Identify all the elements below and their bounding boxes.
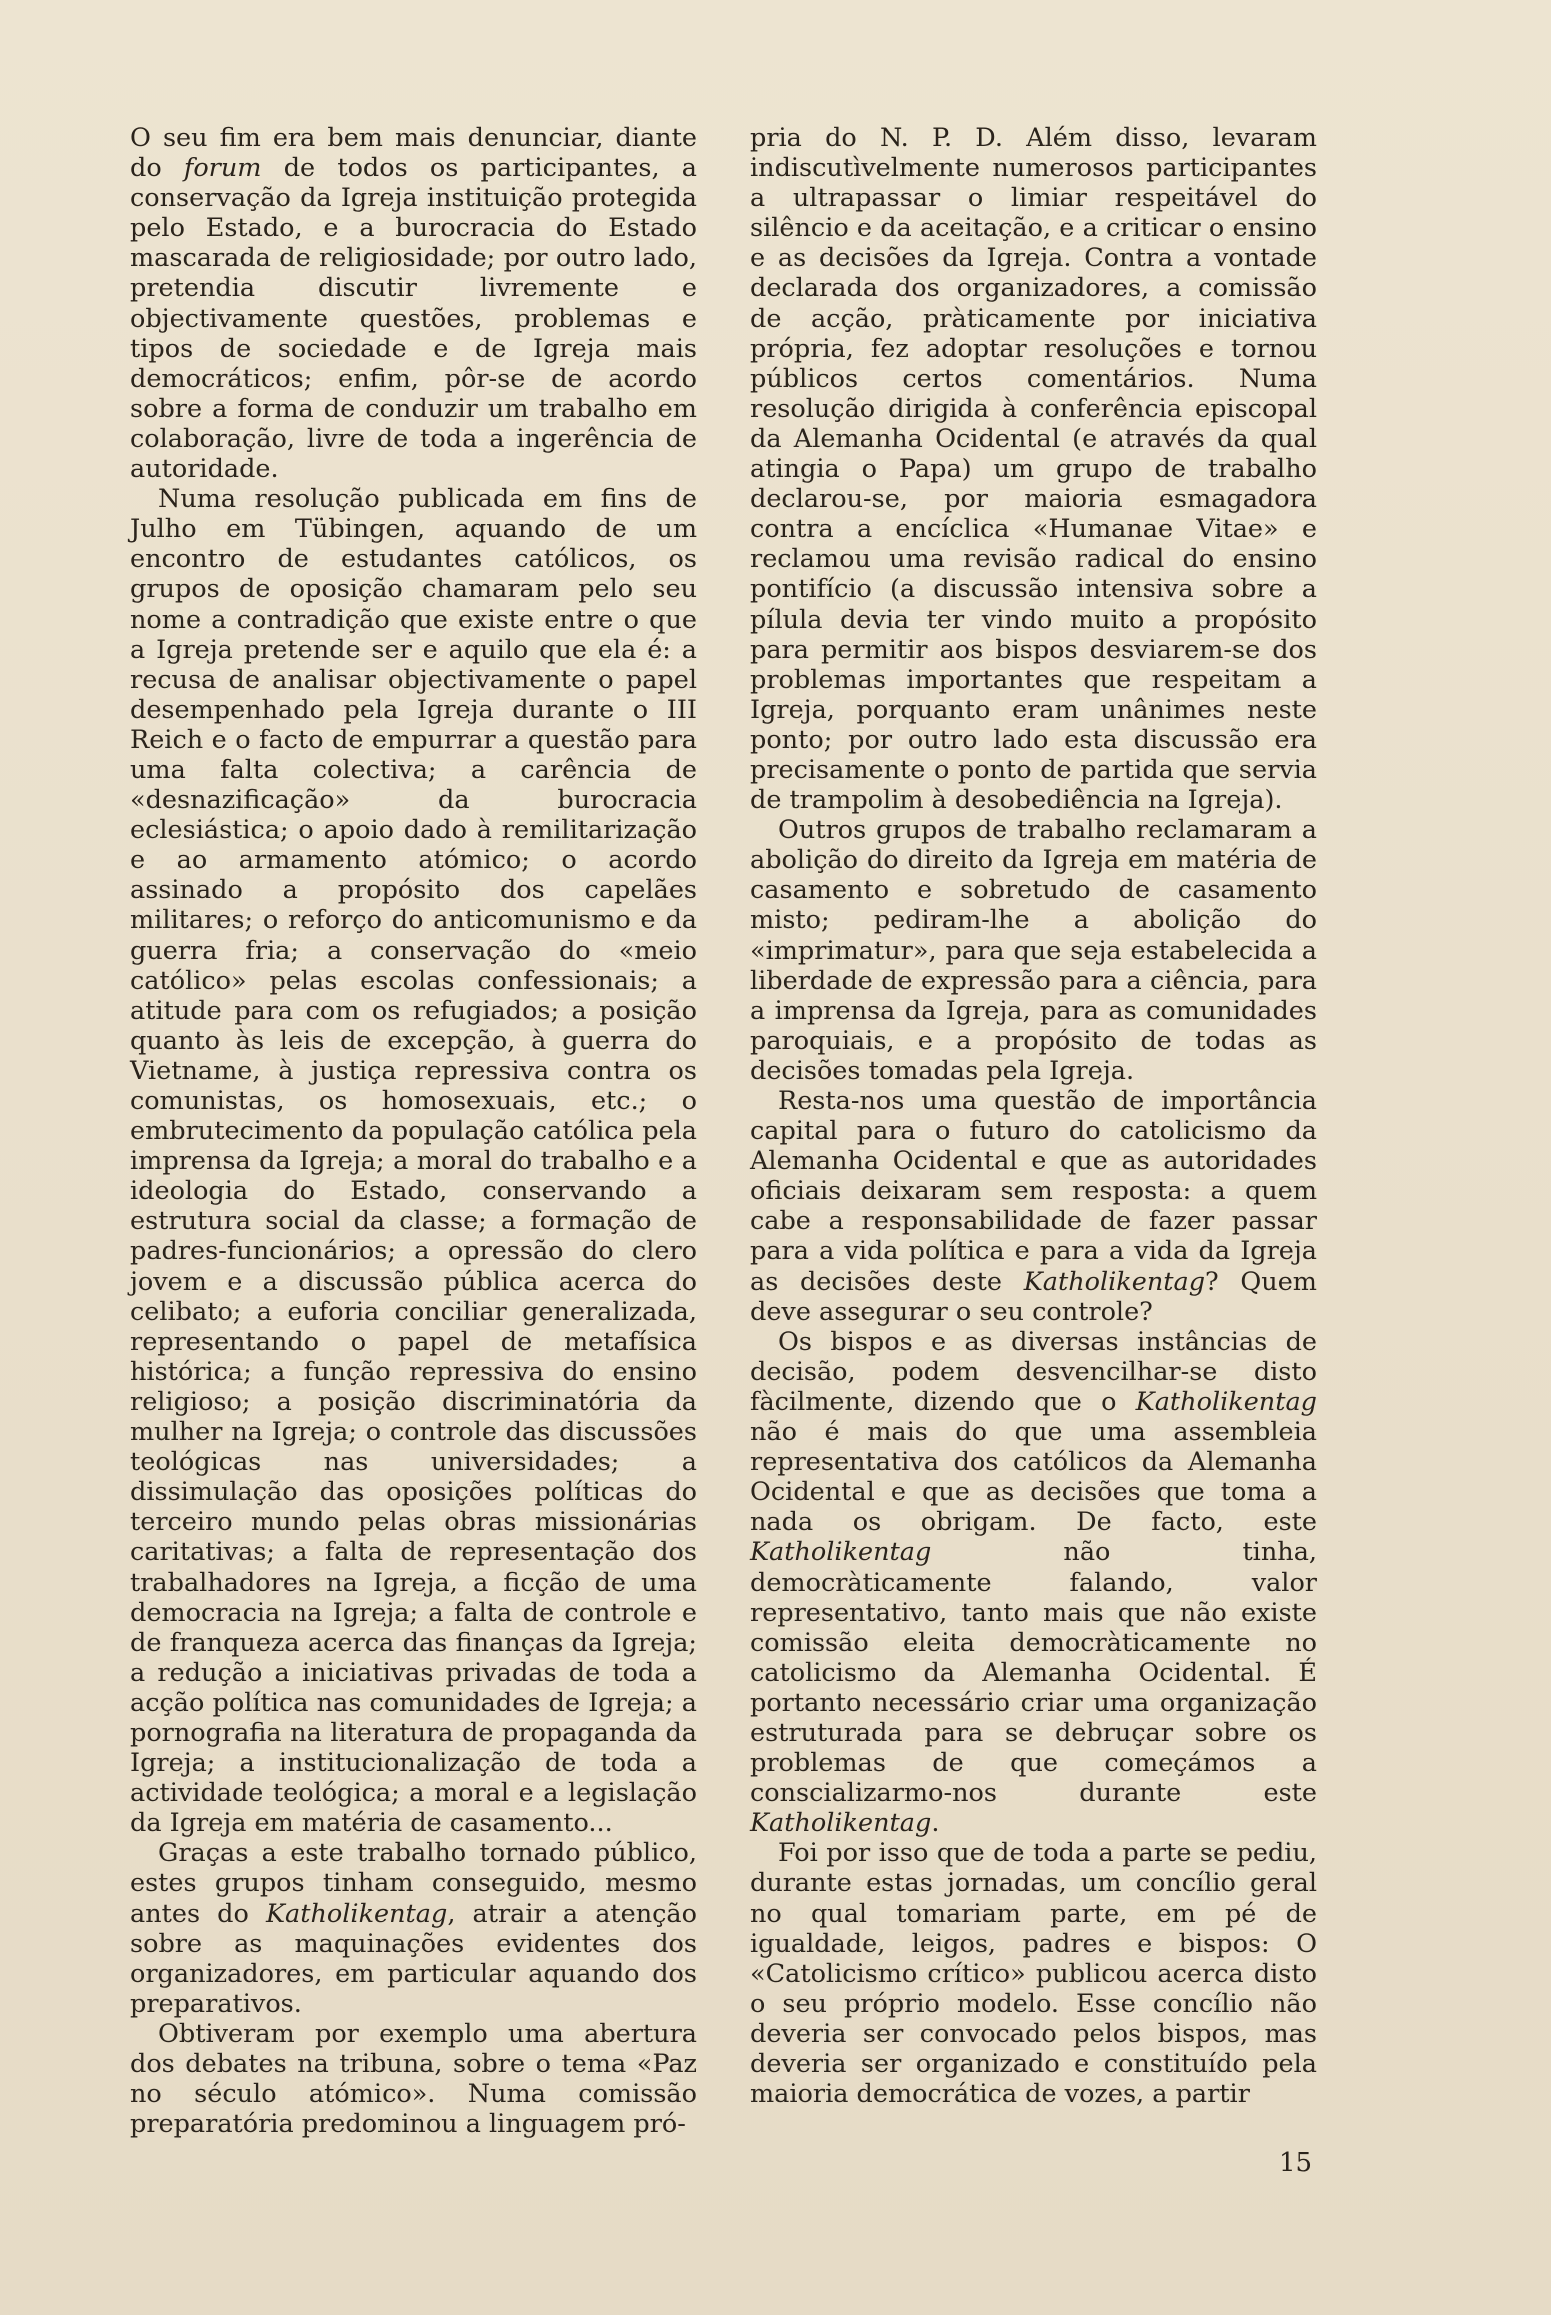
paragraph: Graças a este trabalho tornado público, estes grupos tinham conseguido, mesmo antes do Katholikentag, atrair a atenção sobre as maquinações evidentes dos organizadores, em particular aquando dos preparativos. xyxy=(130,1838,697,2019)
paragraph: Outros grupos de trabalho reclamaram a abolição do direito da Igreja em matéria de casamento e sobretudo de casamento misto; pediram-lhe a abolição do «imprimatur», para que seja estabelecida a liberdade de expressão para a ciência, para a imprensa da Igreja, para as comunidades paroquiais, e a propósito de todas as decisões tomadas pela Igreja. xyxy=(750,815,1317,1086)
paragraph: pria do N. P. D. Além disso, levaram indiscutìvelmente numerosos participantes a ultrapassar o limiar respeitável do silêncio e da aceitação, e a criticar o ensino e as decisões da Igreja. Contra a vontade declarada dos organizadores, a comissão de acção, pràticamente por iniciativa própria, fez adoptar resoluções e tornou públicos certos comentários. Numa resolução dirigida à conferência episcopal da Alemanha Ocidental (e através da qual atingia o Papa) um grupo de trabalho declarou-se, por maioria esmagadora contra a encíclica «Humanae Vitae» e reclamou uma revisão radical do ensino pontifício (a discussão intensiva sobre a pílula devia ter vindo muito a propósito para permitir aos bispos desviarem-se dos problemas importantes que respeitam a Igreja, porquanto eram unânimes neste ponto; por outro lado esta discussão era precisamente o ponto de partida que servia de trampolim à desobediência na Igreja). xyxy=(750,123,1317,816)
paragraph: Os bispos e as diversas instâncias de decisão, podem desvencilhar-se disto fàcilmente, dizendo que o Katholikentag não é mais do que uma assembleia representativa dos católicos da Alemanha Ocidental e que as decisões que toma a nada os obrigam. De facto, este Katholikentag não tinha, democràticamente falando, valor representativo, tanto mais que não existe comissão eleita democràticamente no catolicismo da Alemanha Ocidental. É portanto necessário criar uma organização estruturada para se debruçar sobre os problemas de que começámos a conscializarmo-nos durante este Katholikentag. xyxy=(750,1326,1317,1839)
paragraph: Foi por isso que de toda a parte se pediu, durante estas jornadas, um concílio geral no qual tomariam parte, em pé de igualdade, leigos, padres e bispos: O «Catolicismo crítico» publicou acerca disto o seu próprio modelo. Esse concílio não deveria ser convocado pelos bispos, mas deveria ser organizado e constituído pela maioria democrática de vozes, a partir xyxy=(750,1838,1317,2110)
paragraph: Obtiveram por exemplo uma abertura dos debates na tribuna, sobre o tema «Paz no século atómico». Numa comissão preparatória predominou a linguagem pró- xyxy=(130,2018,697,2140)
page-number: 15 xyxy=(1279,2148,1313,2178)
left-column xyxy=(130,123,697,2139)
right-column xyxy=(750,123,1317,2109)
paragraph: Numa resolução publicada em fins de Julho em Tübingen, aquando de um encontro de estudantes católicos, os grupos de oposição chamaram pelo seu nome a contradição que existe entre o que a Igreja pretende ser e aquilo que ela é: a recusa de analisar objectivamente o papel desempenhado pela Igreja durante o III Reich e o facto de empurrar a questão para uma falta colectiva; a carência de «desnazificação» da burocracia eclesiástica; o apoio dado à remilitarização e ao armamento atómico; o acordo assinado a propósito dos capelães militares; o reforço do anticomunismo e da guerra fria; a conservação do «meio católico» pelas escolas confessionais; a atitude para com os refugiados; a posição quanto às leis de excepção, à guerra do Vietname, à justiça repressiva contra os comunistas, os homosexuais, etc.; o embrutecimento da população católica pela imprensa da Igreja; a moral do trabalho e a ideologia do Estado, conservando a estrutura social da classe; a formação de padres-funcionários; a opressão do clero jovem e a discussão pública acerca do celibato; a euforia conciliar generalizada, representando o papel de metafísica histórica; a função repressiva do ensino religioso; a posição discriminatória da mulher na Igreja; o controle das discussões teológicas nas universidades; a dissimulação das oposições políticas do terceiro mundo pelas obras missionárias caritativas; a falta de representação dos trabalhadores na Igreja, a ficção de uma democracia na Igreja; a falta de controle e de franqueza acerca das finanças da Igreja; a redução a iniciativas privadas de toda a acção política nas comunidades de Igreja; a pornografia na literatura de propaganda da Igreja; a institucionalização de toda a actividade teológica; a moral e a legislação da Igreja em matéria de casamento... xyxy=(130,484,697,1839)
paragraph: O seu fim era bem mais denunciar, diante do forum de todos os participantes, a conservação da Igreja instituição protegida pelo Estado, e a burocracia do Estado mascarada de religiosidade; por outro lado, pretendia discutir livremente e objectivamente questões, problemas e tipos de sociedade e de Igreja mais democráticos; enfim, pôr-se de acordo sobre a forma de conduzir um trabalho em colaboração, livre de toda a ingerência de autoridade. xyxy=(130,123,697,485)
paragraph: Resta-nos uma questão de importância capital para o futuro do catolicismo da Alemanha Ocidental e que as autoridades oficiais deixaram sem resposta: a quem cabe a responsabilidade de fazer passar para a vida política e para a vida da Igreja as decisões deste Katholikentag? Quem deve assegurar o seu controle? xyxy=(750,1086,1317,1327)
